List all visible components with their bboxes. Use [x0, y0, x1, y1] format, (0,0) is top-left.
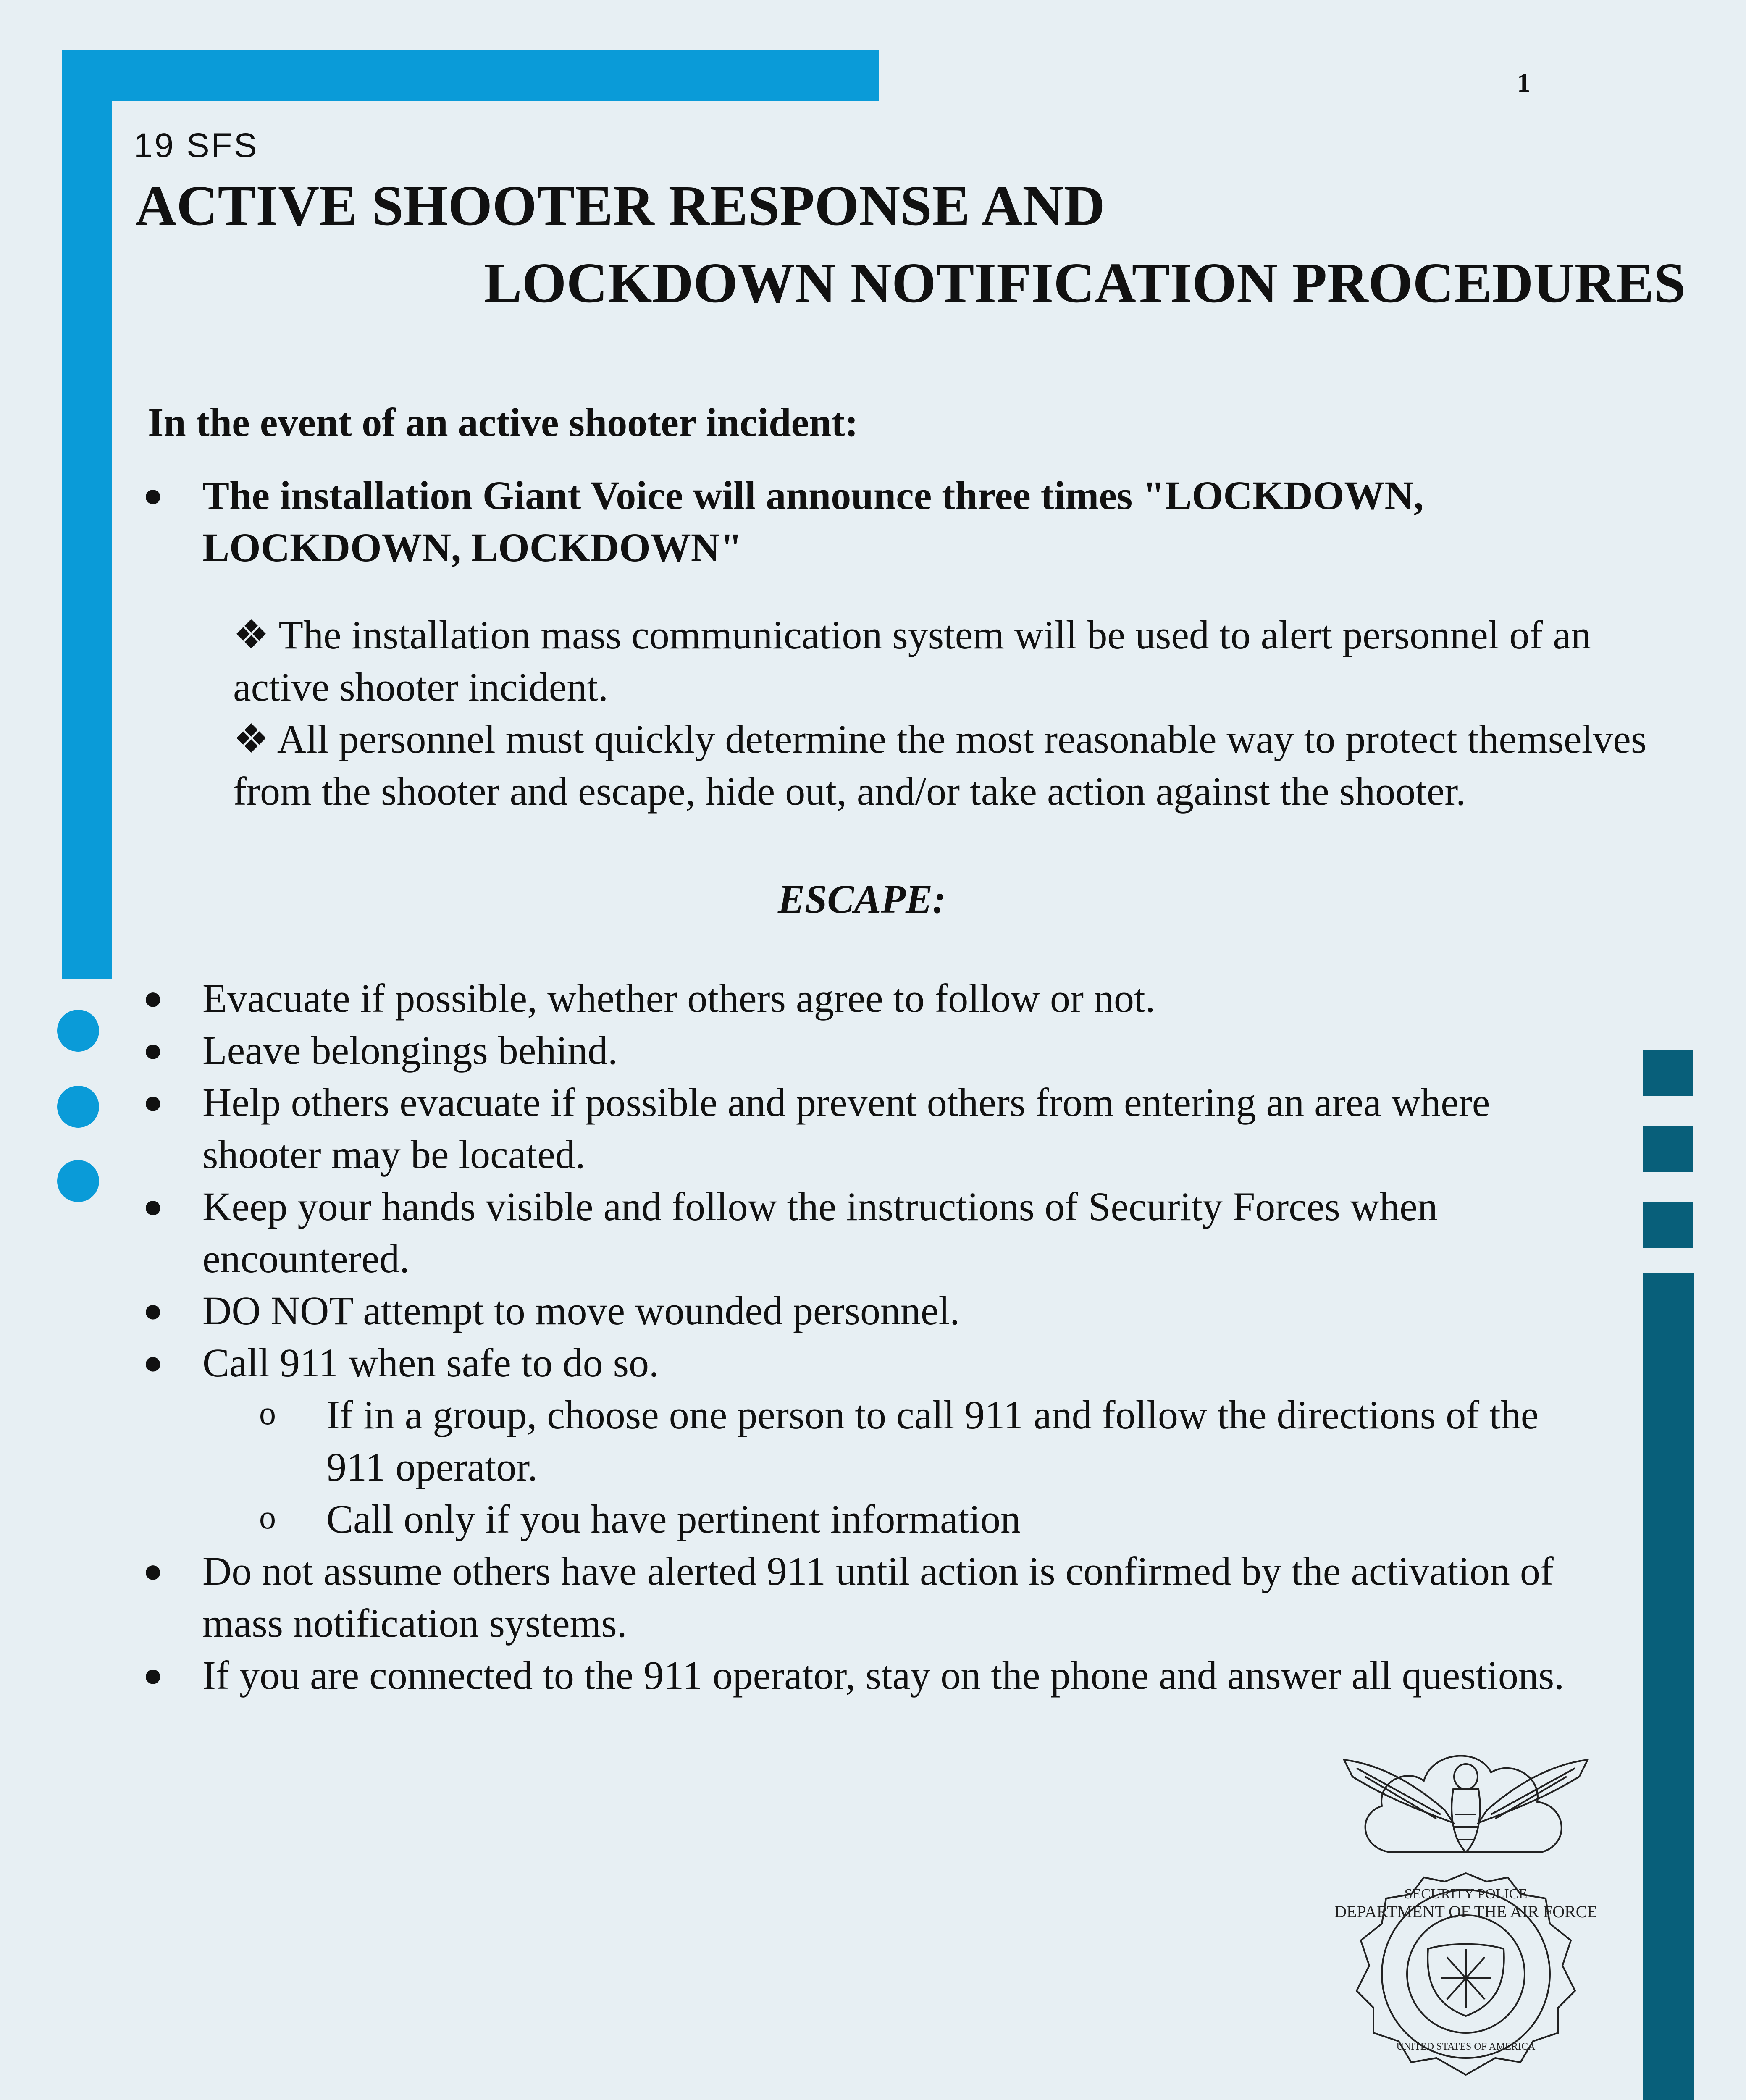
list-item: ● Keep your hands visible and follow the instructions of Security Forces when encountered.: [143, 1181, 1604, 1285]
diamond-item: ❖ All personnel must quickly determine the most reasonable way to protect themselves from the shooter and escape, hide out, and/or take action against the shooter.: [233, 717, 1647, 814]
diamond-list: [233, 609, 1695, 817]
bullet-icon: ●: [143, 1553, 163, 1590]
security-police-seal-icon: [1327, 1714, 1604, 2100]
right-teal-bar: [1643, 1273, 1694, 2100]
diamond-bullet-icon: ❖: [233, 717, 277, 761]
left-blue-bar: [62, 50, 112, 979]
blue-dot-2: [57, 1086, 99, 1128]
list-item: ● Call 911 when safe to do so.: [143, 1337, 1604, 1389]
diamond-bullet-icon: ❖: [233, 612, 279, 657]
sub-list-item: o If in a group, choose one person to call 911 and follow the directions of the 911 operator.: [143, 1389, 1604, 1493]
circle-bullet-icon: o: [259, 1395, 276, 1432]
bullet-icon: ●: [143, 1084, 163, 1121]
title-line-2: LOCKDOWN NOTIFICATION PROCEDURES: [484, 252, 1686, 315]
teal-square-3: [1643, 1202, 1693, 1248]
circle-bullet-icon: o: [259, 1499, 276, 1536]
bullet-icon: ●: [143, 1657, 163, 1694]
blue-dot-1: [57, 1010, 99, 1052]
bullet-icon: ●: [143, 1032, 163, 1069]
page-number: 1: [1517, 68, 1531, 97]
bullet-icon: ●: [143, 477, 163, 514]
giant-voice-item: [143, 470, 1592, 574]
list-item: ● If you are connected to the 911 operator, stay on the phone and answer all questions.: [143, 1649, 1604, 1701]
bullet-icon: ●: [143, 980, 163, 1017]
intro-heading: In the event of an active shooter incident:: [148, 400, 859, 445]
escape-list: [143, 972, 1604, 1701]
seal-top-text: SECURITY POLICE: [1404, 1886, 1528, 1902]
bullet-icon: ●: [143, 1344, 163, 1381]
list-item: ● Leave belongings behind.: [143, 1024, 1604, 1076]
giant-voice-line-1: The installation Giant Voice will announce three times "LOCKDOWN,: [202, 473, 1424, 518]
list-item: ● Do not assume others have alerted 911 until action is confirmed by the activation of mass notification systems.: [143, 1545, 1604, 1649]
sub-list-item: o Call only if you have pertinent information: [143, 1493, 1604, 1545]
unit-label: 19 SFS: [134, 126, 259, 165]
blue-dot-3: [57, 1160, 99, 1202]
top-blue-bar: [62, 50, 879, 101]
list-item: ● Evacuate if possible, whether others agree to follow or not.: [143, 972, 1604, 1024]
bullet-icon: ●: [143, 1188, 163, 1225]
escape-heading: ESCAPE:: [778, 877, 946, 921]
giant-voice-line-2: LOCKDOWN, LOCKDOWN": [202, 525, 743, 570]
list-item: ● Help others evacuate if possible and prevent others from entering an area where shooter may be located.: [143, 1076, 1604, 1181]
seal-bottom-text: UNITED STATES OF AMERICA: [1396, 2041, 1536, 2052]
list-item: ● DO NOT attempt to move wounded personnel.: [143, 1285, 1604, 1337]
bullet-icon: ●: [143, 1292, 163, 1329]
diamond-item: ❖ The installation mass communication system will be used to alert personnel of an active shooter incident.: [233, 612, 1591, 709]
teal-square-1: [1643, 1050, 1693, 1096]
title-line-1: ACTIVE SHOOTER RESPONSE AND: [135, 174, 1105, 237]
seal-ring-text: DEPARTMENT OF THE AIR FORCE: [1334, 1902, 1597, 1921]
teal-square-2: [1643, 1126, 1693, 1172]
